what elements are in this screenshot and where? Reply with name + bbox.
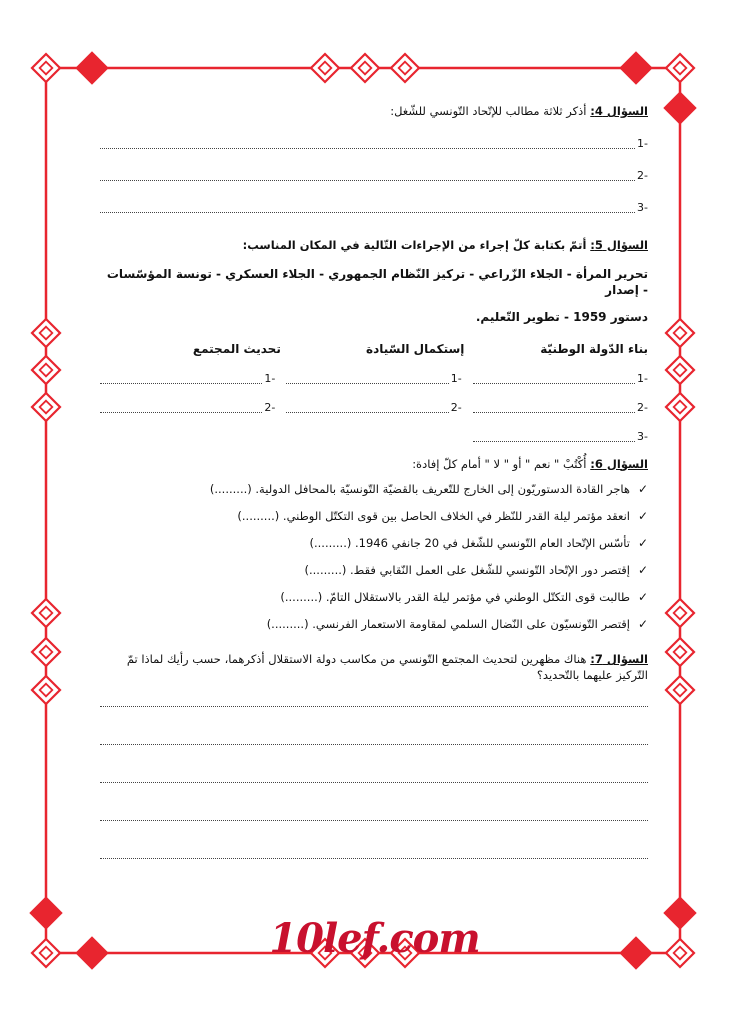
statement-item [100, 611, 648, 638]
line-number: -3 [637, 430, 648, 444]
frame-diamond-solid [620, 52, 652, 84]
statement-item [100, 503, 648, 530]
answer-cell[interactable] [100, 401, 275, 415]
statement-text[interactable]: هاجر القادة الدستوريّون إلى الخارج للتّعريف بالقضيّة التّونسيّة بالمحافل الدولية. (.........) [209, 482, 630, 497]
answer-line-q7-3[interactable] [100, 781, 648, 783]
statement-text[interactable]: إقتصر التّونسيّون على النّضال السلمي لمقاومة الاستعمار الفرنسي. (.........) [266, 617, 630, 632]
frame-diamond [32, 676, 60, 704]
question-5-text: أتمّ بكتابة كلّ إجراء من الإجراءات التّالية في المكان المناسب: [242, 237, 587, 252]
line-number: -1 [264, 372, 276, 386]
answer-line-q4-2[interactable] [100, 152, 648, 184]
grid-row-3 [100, 416, 648, 445]
frame-diamond-solid [76, 52, 108, 84]
statement-item [100, 476, 648, 503]
question-7-label: السؤال 7: [590, 652, 648, 667]
frame-diamond [32, 319, 60, 347]
line-number: -1 [637, 137, 648, 151]
statement-text[interactable]: انعقد مؤتمر ليلة القدر للنّظر في الخلاف الحاصل بين قوى التكتّل الوطني. (.........) [237, 509, 630, 524]
check-icon: ✓ [637, 508, 648, 523]
answer-line-q4-1[interactable] [100, 120, 648, 152]
answer-cell[interactable] [473, 372, 648, 386]
line-number: -2 [637, 401, 648, 415]
frame-diamond [666, 599, 694, 627]
column-nation-building: بناء الدّولة الوطنيّة [540, 341, 648, 356]
answer-cell[interactable] [473, 430, 648, 444]
statements-list [100, 476, 648, 638]
frame-diamond [666, 676, 694, 704]
frame-diamond [666, 319, 694, 347]
answer-cell[interactable] [473, 401, 648, 415]
measures-list-line-1: تحرير المرأة - الجلاء الزّراعي - تركيز النّظام الجمهوري - الجلاء العسكري - تونسة المؤسّسات - إصدار [106, 267, 648, 297]
question-7-text-line-1: هناك مظهرين لتحديث المجتمع التّونسي من مكاسب دولة الاستقلال أذكرهما، حسب رأيك لماذا تمّ [126, 652, 587, 667]
frame-diamond [32, 393, 60, 421]
statement-item [100, 530, 648, 557]
answer-cell[interactable] [286, 372, 461, 386]
frame-diamond [391, 54, 419, 82]
line-number: -2 [450, 401, 462, 415]
frame-diamond [666, 638, 694, 666]
statement-item [100, 557, 648, 584]
measures-list-line-2: دستور 1959 - تطوير التّعليم. [475, 310, 648, 325]
columns-header [100, 342, 648, 358]
question-5 [100, 238, 648, 254]
answer-cell[interactable] [100, 372, 275, 386]
statement-text[interactable]: طالبت قوى التكتّل الوطني في مؤتمر ليلة القدر بالاستقلال التامّ. (.........) [280, 590, 630, 605]
question-7 [100, 652, 648, 668]
check-icon: ✓ [637, 562, 648, 577]
column-modernization: تحديث المجتمع [192, 341, 281, 356]
line-number: -3 [637, 201, 648, 215]
check-icon: ✓ [637, 535, 648, 550]
statement-text[interactable]: إقتصر دور الإتّحاد التّونسي للشّغل على العمل النّقابي فقط. (.........) [304, 563, 630, 578]
frame-diamond [666, 393, 694, 421]
frame-diamond [666, 54, 694, 82]
answer-line-q7-1[interactable] [100, 705, 648, 707]
question-6-label: السؤال 6: [590, 456, 648, 471]
check-icon: ✓ [637, 616, 648, 631]
statement-item [100, 584, 648, 611]
frame-diamond [311, 54, 339, 82]
question-6 [100, 457, 648, 473]
statement-text[interactable]: تأسّس الإتّحاد العام التّونسي للشّغل في 20 جانفي 1946. (.........) [309, 536, 630, 551]
grid-row-1 [100, 358, 648, 387]
line-number: -2 [637, 169, 648, 183]
line-number: -2 [264, 401, 276, 415]
brand-name: 10lef.com [269, 915, 480, 962]
question-5-label: السؤال 5: [590, 237, 648, 252]
question-4 [100, 104, 648, 120]
line-number: -1 [637, 372, 648, 386]
line-number: -1 [450, 372, 462, 386]
question-4-text: أذكر ثلاثة مطالب للإتّحاد التّونسي للشّغل: [390, 104, 587, 118]
site-watermark [0, 915, 749, 962]
check-icon: ✓ [637, 589, 648, 604]
grid-row-2 [100, 387, 648, 416]
answer-line-q7-4[interactable] [100, 819, 648, 821]
question-4-label: السؤال 4: [590, 104, 648, 118]
frame-diamond [351, 54, 379, 82]
frame-diamond [666, 356, 694, 384]
question-7-text-line-2: التّركيز عليهما بالتّحديد؟ [536, 667, 648, 682]
answer-line-q7-2[interactable] [100, 743, 648, 745]
question-6-text: أُكْتُبْ " نعم " أو " لا " أمام كلّ إفادة: [412, 456, 587, 471]
frame-diamond-solid [664, 92, 696, 124]
frame-diamond [32, 638, 60, 666]
worksheet-content [100, 100, 648, 859]
column-sovereignty: إستكمال السّيادة [366, 341, 465, 356]
answer-line-q7-5[interactable] [100, 857, 648, 859]
answer-cell[interactable] [286, 401, 461, 415]
frame-diamond [32, 54, 60, 82]
frame-diamond [32, 599, 60, 627]
check-icon: ✓ [637, 481, 648, 496]
frame-diamond [32, 356, 60, 384]
answer-line-q4-3[interactable] [100, 184, 648, 216]
